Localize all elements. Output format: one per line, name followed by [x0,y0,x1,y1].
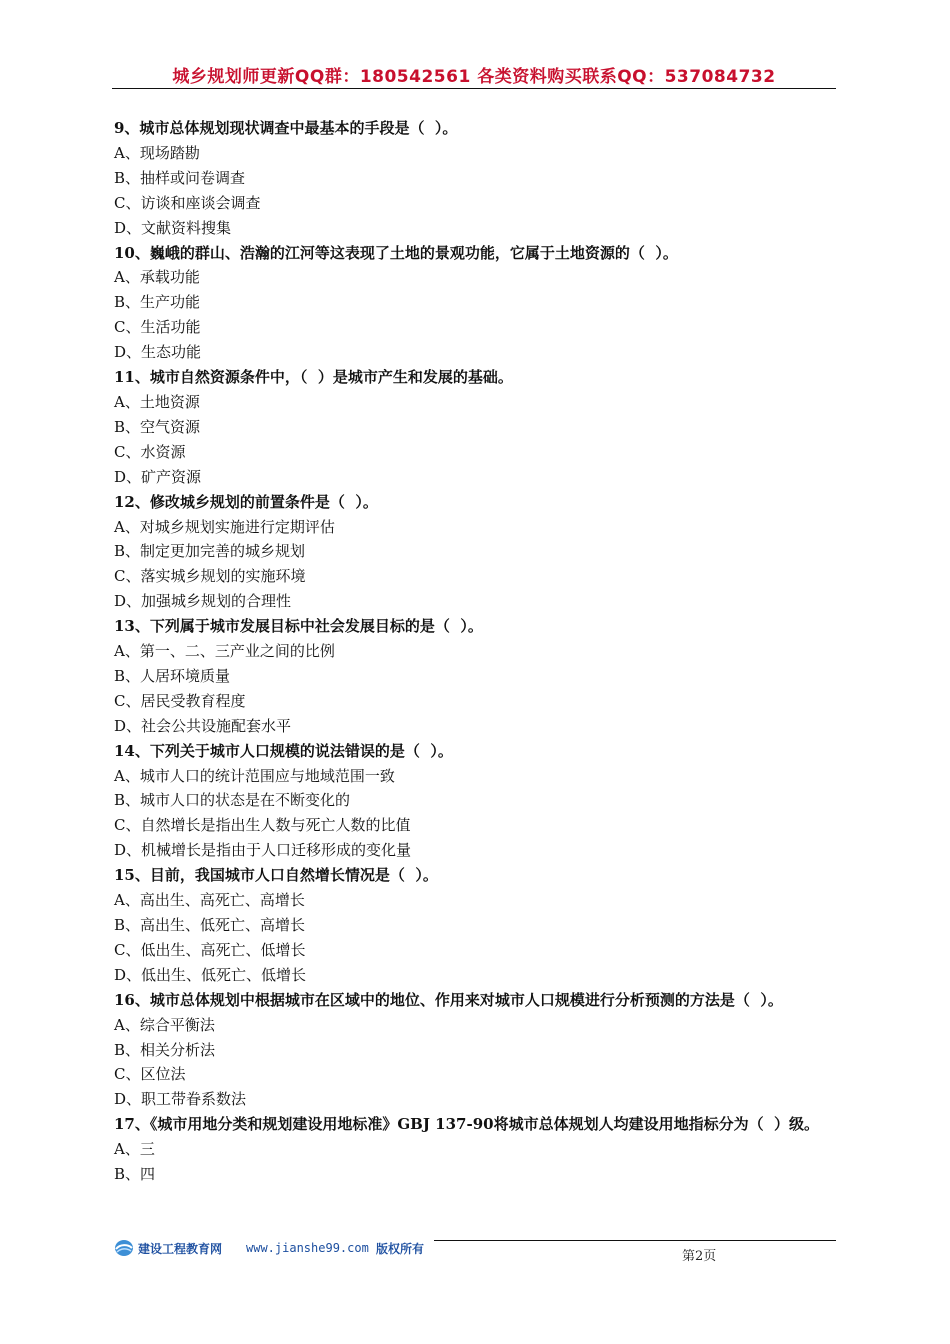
answer-option: B、人居环境质量 [114,666,231,685]
answer-option: D、矿产资源 [114,467,202,486]
answer-option: D、机械增长是指由于人口迁移形成的变化量 [114,841,412,860]
answer-option: B、城市人口的状态是在不断变化的 [114,791,351,810]
footer-url-link[interactable]: www.jianshe99.com [246,1241,369,1255]
question-item [114,490,840,615]
answer-option: B、相关分析法 [114,1040,216,1059]
answer-option: B、生产功能 [114,293,201,312]
answer-option: B、制定更加完善的城乡规划 [114,542,306,561]
question-item [114,241,840,366]
answer-option: B、高出生、低死亡、高增长 [114,916,306,934]
answer-option: D、生态功能 [114,343,202,362]
answer-option: B、四 [114,1165,156,1184]
question-stem: 17、《城市用地分类和规划建设用地标准》GBJ 137-90将城市总体规划人均建设用地指标分为（ ）级。 [114,1115,820,1134]
question-stem: 16、城市总体规划中根据城市在区域中的地位、作用来对城市人口规模进行分析预测的方法是（ ）。 [114,990,783,1009]
question-stem: 14、下列关于城市人口规模的说法错误的是（ ）。 [114,741,453,760]
answer-option: A、现场踏勘 [114,143,200,162]
answer-option: A、第一、二、三产业之间的比例 [114,642,335,661]
question-item [114,365,840,490]
page-footer [114,1236,836,1264]
answer-option: B、抽样或问卷调查 [114,168,246,187]
question-item [114,739,840,864]
answer-option: D、低出生、低死亡、低增长 [114,965,307,984]
question-item [114,116,840,241]
answer-option: D、职工带眷系数法 [114,1090,247,1109]
answer-option: C、生活功能 [114,318,201,337]
footer-brand: 建设工程教育网 [138,1242,223,1256]
answer-option: B、空气资源 [114,417,201,436]
answer-option: A、承载功能 [114,268,200,287]
answer-option: A、综合平衡法 [114,1015,215,1034]
answer-option: C、居民受教育程度 [114,691,246,710]
answer-option: D、文献资料搜集 [114,218,232,237]
footer-divider [434,1240,836,1241]
globe-logo-icon [114,1238,134,1258]
question-item [114,1112,840,1187]
question-stem: 13、下列属于城市发展目标中社会发展目标的是（ ）。 [114,617,483,636]
answer-option: C、低出生、高死亡、低增长 [114,940,306,959]
question-list [114,116,840,1187]
answer-option: A、三 [114,1140,155,1159]
page-header: 城乡规划师更新QQ群：180542561 各类资料购买联系QQ：537084732 [172,67,776,87]
page-number: 第2页 [682,1249,717,1264]
question-stem: 11、城市自然资源条件中，（ ）是城市产生和发展的基础。 [114,368,513,387]
question-stem: 10、巍峨的群山、浩瀚的江河等这表现了土地的景观功能，它属于土地资源的（ ）。 [114,243,678,262]
question-item [114,614,840,739]
answer-option: A、土地资源 [114,392,200,411]
answer-option: D、社会公共设施配套水平 [114,716,292,735]
question-stem: 9、城市总体规划现状调查中最基本的手段是（ ）。 [114,119,458,137]
answer-option: C、访谈和座谈会调查 [114,193,261,212]
question-item [114,988,840,1113]
question-stem: 12、修改城乡规划的前置条件是（ ）。 [114,492,378,511]
answer-option: A、城市人口的统计范围应与地域范围一致 [114,766,395,785]
answer-option: A、高出生、高死亡、高增长 [114,891,305,910]
answer-option: C、水资源 [114,442,186,461]
answer-option: C、区位法 [114,1065,186,1084]
header-divider [112,88,836,89]
answer-option: C、落实城乡规划的实施环境 [114,567,306,586]
question-item [114,863,840,988]
question-stem: 15、目前，我国城市人口自然增长情况是（ ）。 [114,866,438,885]
footer-rights: 版权所有 [376,1242,425,1256]
answer-option: D、加强城乡规划的合理性 [114,592,292,611]
answer-option: A、对城乡规划实施进行定期评估 [114,517,335,536]
answer-option: C、自然增长是指出生人数与死亡人数的比值 [114,816,411,835]
